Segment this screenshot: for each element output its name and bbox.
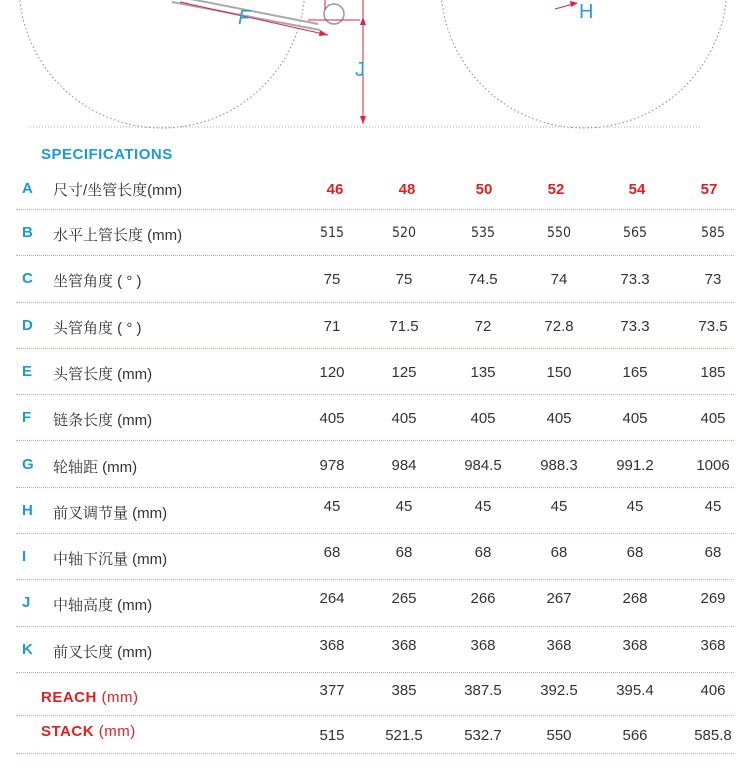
spec-value: 71.5 bbox=[389, 317, 419, 335]
row-name: 头管角度 ( ° ) bbox=[53, 319, 142, 337]
size-57: 57 bbox=[700, 181, 718, 198]
row-unit: (mm) bbox=[101, 689, 139, 706]
spec-value: 45 bbox=[626, 497, 644, 515]
spec-value: 984.5 bbox=[464, 456, 502, 474]
row-name: 中轴下沉量 (mm) bbox=[53, 551, 168, 569]
spec-row-e bbox=[16, 349, 734, 395]
spec-value: 405 bbox=[546, 410, 572, 428]
dimension-h-label: H bbox=[579, 1, 594, 23]
spec-value: 71 bbox=[323, 317, 341, 335]
row-name: 轮轴距 (mm) bbox=[53, 458, 138, 476]
spec-value: 75 bbox=[323, 271, 341, 289]
spec-value: 984 bbox=[391, 456, 417, 474]
size-48: 48 bbox=[398, 181, 416, 198]
spec-value: 68 bbox=[550, 544, 568, 562]
spec-value: 45 bbox=[704, 497, 722, 515]
spec-value: 405 bbox=[391, 410, 417, 428]
spec-value: 991.2 bbox=[616, 456, 654, 474]
spec-value: 377 bbox=[319, 682, 345, 699]
spec-value: 264 bbox=[319, 590, 345, 608]
spec-value: 73 bbox=[704, 271, 722, 289]
row-letter: I bbox=[22, 548, 27, 566]
row-name: 坐管角度 ( ° ) bbox=[53, 273, 142, 291]
spec-value: 392.5 bbox=[540, 682, 578, 699]
spec-value: 978 bbox=[319, 456, 345, 474]
spec-value: 135 bbox=[470, 363, 496, 381]
dimension-j-label: J bbox=[355, 59, 365, 81]
spec-value: 395.4 bbox=[616, 682, 654, 699]
row-letter: J bbox=[22, 594, 31, 612]
spec-value: 74 bbox=[550, 271, 568, 289]
spec-value: 266 bbox=[470, 590, 496, 608]
row-letter: D bbox=[22, 316, 33, 334]
spec-value: 68 bbox=[704, 544, 722, 562]
spec-value: 368 bbox=[546, 636, 572, 654]
spec-value: 73.5 bbox=[698, 317, 728, 335]
size-50: 50 bbox=[475, 181, 493, 198]
spec-value: 267 bbox=[546, 590, 572, 608]
spec-value: 45 bbox=[474, 497, 492, 515]
spec-row-stack bbox=[16, 716, 734, 754]
spec-value: 368 bbox=[391, 636, 417, 654]
spec-value: 73.3 bbox=[620, 317, 650, 335]
spec-value: 45 bbox=[323, 497, 341, 515]
row-letter: E bbox=[22, 362, 33, 380]
spec-row-reach bbox=[16, 673, 734, 716]
dimension-h-arrow bbox=[555, 1, 578, 9]
spec-row-c bbox=[16, 256, 734, 302]
spec-value: 405 bbox=[319, 410, 345, 428]
spec-value: 68 bbox=[395, 544, 413, 562]
spec-value: 585.8 bbox=[694, 727, 732, 744]
bottom-bracket bbox=[324, 4, 344, 24]
spec-value: 368 bbox=[470, 636, 496, 654]
spec-value: 125 bbox=[391, 363, 417, 381]
spec-value: 165 bbox=[622, 363, 648, 381]
spec-value: 520 bbox=[391, 225, 417, 241]
specifications-title: SPECIFICATIONS bbox=[41, 146, 173, 163]
size-54: 54 bbox=[628, 181, 646, 198]
spec-value: 515 bbox=[319, 727, 345, 744]
spec-value: 368 bbox=[622, 636, 648, 654]
size-52: 52 bbox=[547, 181, 565, 198]
spec-value: 1006 bbox=[696, 456, 730, 474]
spec-value: 68 bbox=[626, 544, 644, 562]
size-46: 46 bbox=[326, 181, 344, 198]
spec-value: 368 bbox=[700, 636, 726, 654]
spec-row-d bbox=[16, 303, 734, 349]
spec-row-b bbox=[16, 210, 734, 256]
row-letter: H bbox=[22, 501, 33, 519]
spec-value: 550 bbox=[546, 225, 572, 241]
dimension-f-arrow bbox=[180, 2, 328, 36]
spec-row-i bbox=[16, 534, 734, 580]
spec-value: 73.3 bbox=[620, 271, 650, 289]
spec-row-k bbox=[16, 627, 734, 673]
row-name: 中轴高度 (mm) bbox=[53, 597, 153, 615]
spec-row-f bbox=[16, 395, 734, 441]
row-name-text: STACK bbox=[41, 723, 95, 740]
spec-value: 68 bbox=[474, 544, 492, 562]
spec-value: 405 bbox=[700, 410, 726, 428]
row-unit: (mm) bbox=[98, 723, 136, 740]
row-letter: K bbox=[22, 640, 33, 658]
row-letter: F bbox=[22, 409, 32, 427]
spec-value: 565 bbox=[622, 225, 648, 241]
spec-value: 68 bbox=[323, 544, 341, 562]
row-name-text: REACH bbox=[41, 689, 97, 706]
spec-value: 72 bbox=[474, 317, 492, 335]
row-name: 头管长度 (mm) bbox=[53, 365, 153, 383]
spec-value: 150 bbox=[546, 363, 572, 381]
spec-value: 368 bbox=[319, 636, 345, 654]
spec-value: 387.5 bbox=[464, 682, 502, 699]
bike-geometry-diagram bbox=[0, 0, 750, 135]
spec-value: 405 bbox=[470, 410, 496, 428]
row-letter: A bbox=[22, 180, 33, 197]
dimension-f-label: F bbox=[238, 7, 251, 29]
row-name: 前叉长度 (mm) bbox=[53, 643, 153, 661]
row-name bbox=[41, 723, 136, 740]
spec-value: 521.5 bbox=[385, 727, 423, 744]
spec-value: 535 bbox=[470, 225, 496, 241]
spec-value: 532.7 bbox=[464, 727, 502, 744]
spec-value: 75 bbox=[395, 271, 413, 289]
spec-value: 268 bbox=[622, 590, 648, 608]
spec-value: 515 bbox=[319, 225, 345, 241]
spec-value: 72.8 bbox=[544, 317, 574, 335]
spec-value: 120 bbox=[319, 363, 345, 381]
row-name: 水平上管长度 (mm) bbox=[53, 227, 183, 244]
spec-value: 550 bbox=[546, 727, 572, 744]
row-name: 链条长度 (mm) bbox=[53, 412, 153, 430]
spec-value: 405 bbox=[622, 410, 648, 428]
row-letter: B bbox=[22, 224, 33, 241]
spec-value: 185 bbox=[700, 363, 726, 381]
spec-value: 45 bbox=[550, 497, 568, 515]
row-divider bbox=[16, 753, 734, 754]
spec-row-g bbox=[16, 442, 734, 488]
row-letter: C bbox=[22, 270, 33, 288]
spec-value: 74.5 bbox=[468, 271, 498, 289]
spec-value: 269 bbox=[700, 590, 726, 608]
spec-row-a bbox=[16, 171, 734, 210]
row-name: 前叉调节量 (mm) bbox=[53, 504, 168, 522]
spec-value: 45 bbox=[395, 497, 413, 515]
row-letter: G bbox=[22, 455, 34, 473]
spec-value: 385 bbox=[391, 682, 417, 699]
spec-row-j bbox=[16, 580, 734, 626]
spec-value: 406 bbox=[700, 682, 726, 699]
spec-value: 585 bbox=[700, 225, 726, 241]
spec-value: 988.3 bbox=[540, 456, 578, 474]
spec-row-h bbox=[16, 488, 734, 534]
row-name bbox=[41, 689, 139, 706]
row-name: 尺寸/坐管长度(mm) bbox=[53, 182, 183, 199]
spec-value: 566 bbox=[622, 727, 648, 744]
spec-value: 265 bbox=[391, 590, 417, 608]
